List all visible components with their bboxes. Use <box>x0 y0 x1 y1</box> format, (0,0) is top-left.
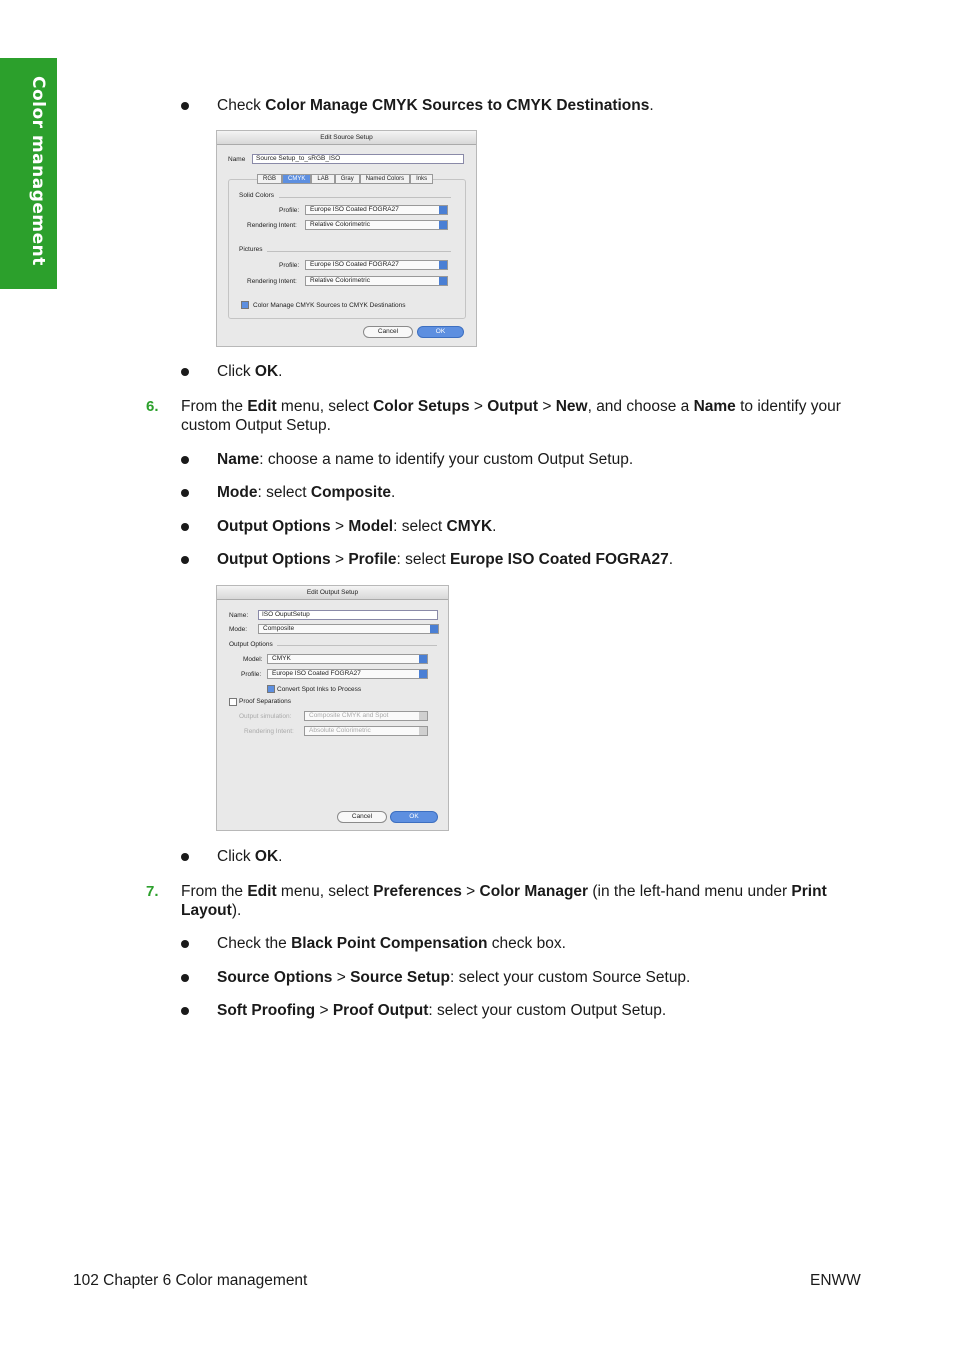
profile-label: Profile: <box>241 671 262 678</box>
bullet-soft-proofing: Soft Proofing > Proof Output: select your custom Output Setup. <box>217 1002 667 1019</box>
convert-spot-checkbox[interactable] <box>267 685 275 693</box>
profile-label: Profile: <box>279 262 300 269</box>
name-field[interactable]: Source Setup_to_sRGB_ISO <box>252 154 464 164</box>
proof-separations-label: Proof Separations <box>239 698 292 705</box>
cancel-button[interactable]: Cancel <box>363 326 413 338</box>
select-value: Composite <box>263 625 295 632</box>
rendering-intent-label: Rendering Intent: <box>247 278 297 285</box>
bullet-model: Output Options > Model: select CMYK. <box>217 518 497 535</box>
solid-colors-heading: Solid Colors <box>239 192 275 199</box>
tab-gray[interactable]: Gray <box>335 174 360 184</box>
proof-separations-checkbox[interactable] <box>229 698 237 706</box>
output-options-heading: Output Options <box>229 641 273 648</box>
model-label: Model: <box>243 656 263 663</box>
profile-select[interactable] <box>267 669 428 679</box>
chevron-updown-icon <box>439 206 447 214</box>
tab-lab[interactable]: LAB <box>311 174 334 184</box>
bullet-mode: Mode: select Composite. <box>217 484 396 501</box>
pictures-profile-select[interactable] <box>305 260 448 270</box>
step-6-line-2: custom Output Setup. <box>181 417 331 434</box>
select-value: Relative Colorimetric <box>310 277 370 284</box>
tab-panel <box>228 179 466 319</box>
solid-profile-select[interactable] <box>305 205 448 215</box>
side-tab-label: Color management <box>28 76 48 266</box>
divider <box>279 197 451 198</box>
bullet-profile: Output Options > Profile: select Europe ISO Coated FOGRA27. <box>217 551 674 568</box>
side-tab <box>0 58 57 289</box>
chevron-updown-icon <box>419 727 427 735</box>
color-manage-cmyk-checkbox[interactable] <box>241 301 249 309</box>
step-number: 6. <box>146 398 159 415</box>
profile-label: Profile: <box>279 207 300 214</box>
ok-button[interactable]: OK <box>417 326 464 338</box>
model-select[interactable] <box>267 654 428 664</box>
chevron-updown-icon <box>419 670 427 678</box>
ok-button[interactable]: OK <box>390 811 438 823</box>
cancel-button[interactable]: Cancel <box>337 811 387 823</box>
chevron-updown-icon <box>439 221 447 229</box>
select-value: CMYK <box>272 655 291 662</box>
edit-source-setup-dialog <box>216 130 477 347</box>
bullet-click-ok: Click OK. <box>217 848 283 865</box>
bullet-dot <box>181 523 189 531</box>
name-label: Name <box>228 156 246 163</box>
rendering-intent-select[interactable] <box>304 726 428 736</box>
divider <box>277 645 437 646</box>
bullet-dot <box>181 1007 189 1015</box>
bullet-dot <box>181 456 189 464</box>
edit-output-setup-dialog <box>216 585 449 831</box>
select-value: Composite CMYK and Spot <box>309 712 389 719</box>
color-manage-cmyk-label: Color Manage CMYK Sources to CMYK Destinations <box>253 302 406 309</box>
pictures-heading: Pictures <box>239 246 263 253</box>
convert-spot-label: Convert Spot Inks to Process <box>277 686 362 693</box>
bullet-dot <box>181 853 189 861</box>
select-value: Europe ISO Coated FOGRA27 <box>310 206 399 213</box>
bullet-click-ok: Click OK. <box>217 363 283 380</box>
select-value: Relative Colorimetric <box>310 221 370 228</box>
bullet-source-options: Source Options > Source Setup: select your custom Source Setup. <box>217 969 691 986</box>
step-7-line-2: Layout). <box>181 902 242 919</box>
solid-intent-select[interactable] <box>305 220 448 230</box>
bullet-dot <box>181 489 189 497</box>
chevron-updown-icon <box>430 625 438 633</box>
tab-cmyk[interactable]: CMYK <box>282 174 311 184</box>
select-value: Europe ISO Coated FOGRA27 <box>310 261 399 268</box>
bullet-dot <box>181 974 189 982</box>
chevron-updown-icon <box>419 712 427 720</box>
divider <box>267 251 451 252</box>
mode-select[interactable] <box>258 624 439 634</box>
dialog-title: Edit Source Setup <box>217 131 476 145</box>
select-value: Absolute Colorimetric <box>309 727 371 734</box>
footer-enww: ENWW <box>810 1272 861 1289</box>
step-7-line-1: From the Edit menu, select Preferences > Color Manager (in the left-hand menu under Print <box>181 883 827 900</box>
chevron-updown-icon <box>439 261 447 269</box>
tab-named-colors[interactable]: Named Colors <box>360 174 410 184</box>
rendering-intent-label: Rendering Intent: <box>244 728 294 735</box>
step-number: 7. <box>146 883 159 900</box>
bullet-check-cms: Check Color Manage CMYK Sources to CMYK Destinations. <box>217 97 654 114</box>
select-value: Europe ISO Coated FOGRA27 <box>272 670 361 677</box>
bullet-name: Name: choose a name to identify your custom Output Setup. <box>217 451 634 468</box>
step-6-line-1: From the Edit menu, select Color Setups > Output > New, and choose a Name to identify your <box>181 398 841 415</box>
name-label: Name: <box>229 612 249 619</box>
chevron-updown-icon <box>419 655 427 663</box>
bullet-dot <box>181 368 189 376</box>
bullet-dot <box>181 102 189 110</box>
output-simulation-select[interactable] <box>304 711 428 721</box>
chevron-updown-icon <box>439 277 447 285</box>
pictures-intent-select[interactable] <box>305 276 448 286</box>
output-simulation-label: Output simulation: <box>239 713 292 720</box>
footer-page-info: 102 Chapter 6 Color management <box>73 1272 308 1289</box>
tab-inks[interactable]: Inks <box>410 174 433 184</box>
mode-label: Mode: <box>229 626 248 633</box>
name-field[interactable]: ISO OuputSetup <box>258 610 438 620</box>
bullet-dot <box>181 556 189 564</box>
dialog-title: Edit Output Setup <box>217 586 448 600</box>
tab-rgb[interactable]: RGB <box>257 174 282 184</box>
bullet-dot <box>181 940 189 948</box>
rendering-intent-label: Rendering Intent: <box>247 222 297 229</box>
tab-bar <box>257 174 433 184</box>
bullet-black-point: Check the Black Point Compensation check box. <box>217 935 566 952</box>
